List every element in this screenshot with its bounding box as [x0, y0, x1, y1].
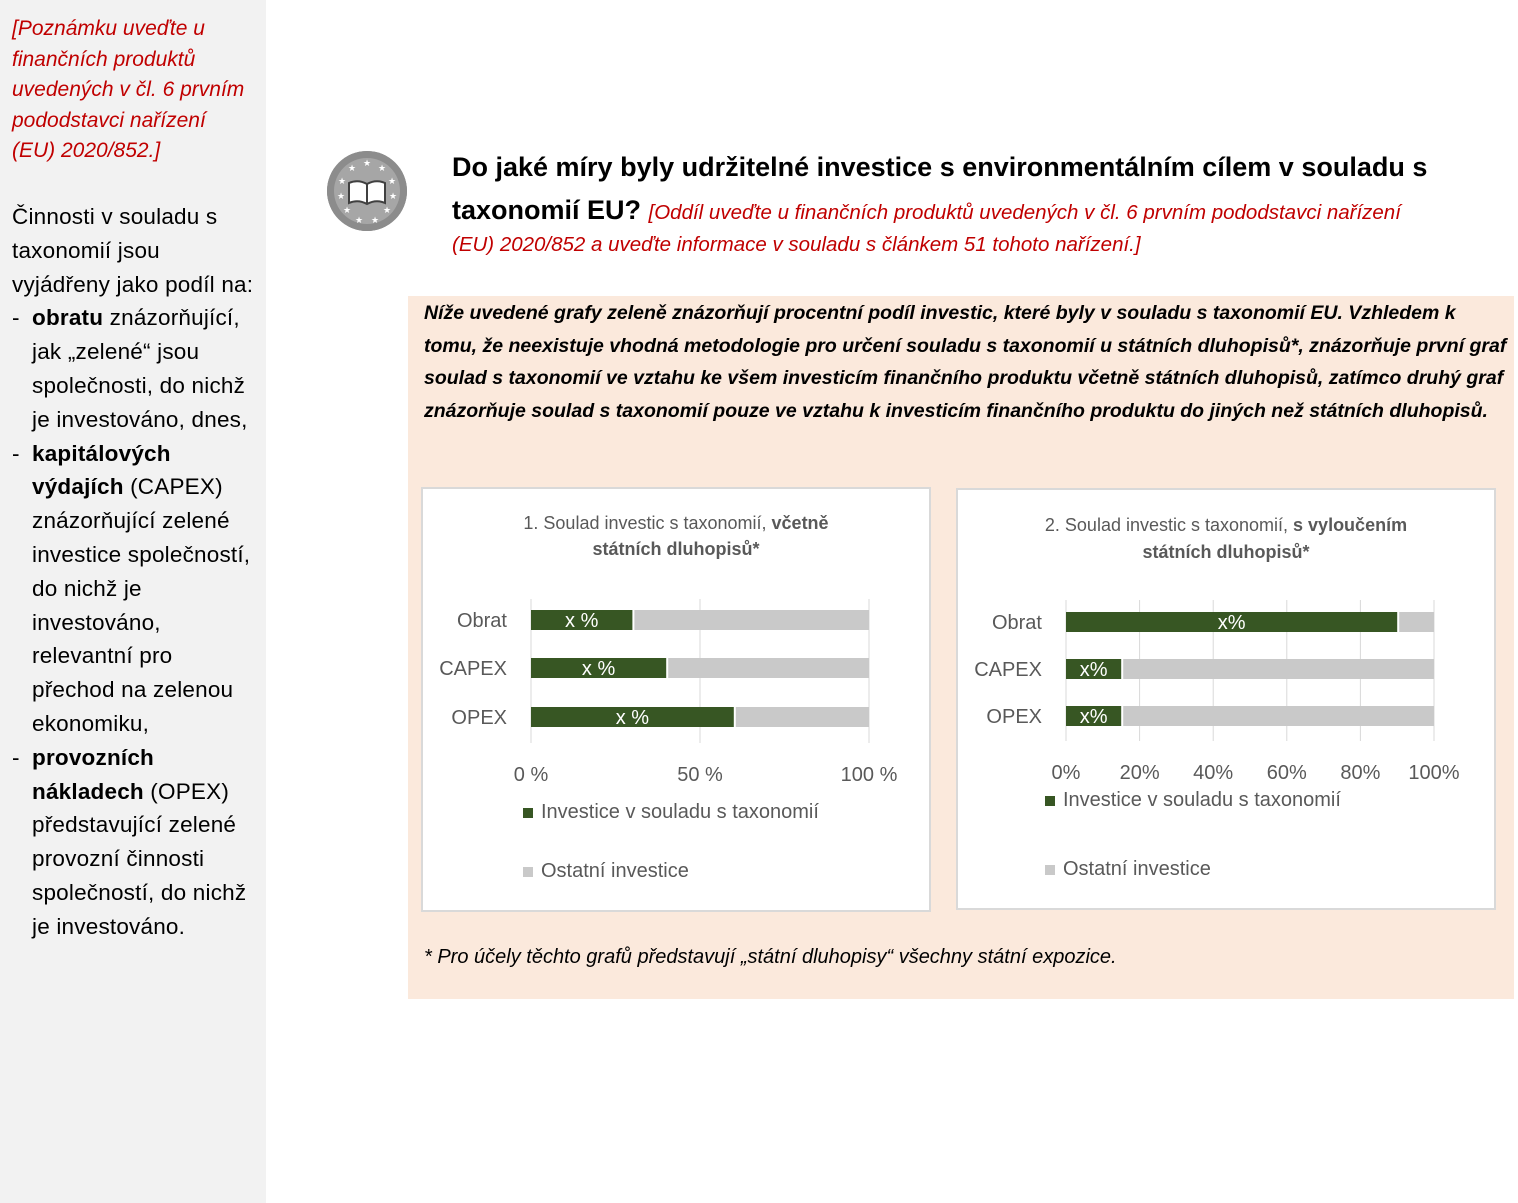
sidebar-item-capex: - kapitálových výdajích (CAPEX) znázorňující zelené investice společností, do nichž je investováno, relevantní pro přechod na zelenou ekonomiku,: [12, 440, 251, 736]
x-tick-label: 20%: [1119, 762, 1160, 784]
bar-data-label: x %: [615, 707, 650, 729]
sidebar-item-opex: - provozních nákladech (OPEX) představující zelené provozní činnosti společností, do nichž je investováno.: [12, 744, 247, 939]
x-tick-label: 0 %: [513, 764, 549, 786]
chart-title-plain: 1. Soulad investic s taxonomií,: [523, 513, 772, 533]
bar-other: [1399, 612, 1434, 632]
svg-text:★: ★: [337, 176, 347, 186]
sidebar-intro: Činnosti v souladu s taxonomií jsou vyjádřeny jako podíl na:: [12, 204, 254, 297]
bar-other: [668, 658, 869, 678]
bar-other: [1123, 706, 1434, 726]
bar-other: [634, 610, 869, 630]
legend-swatch: [523, 867, 533, 877]
chart-title-bold: s vyloučením: [1293, 515, 1408, 535]
category-label: Obrat: [991, 612, 1042, 634]
x-tick-label: 100 %: [840, 764, 898, 786]
svg-text:★: ★: [377, 163, 387, 173]
sidebar-item-turnover: - obratu znázorňující, jak „zelené“ jsou společnosti, do nichž je investováno, dnes,: [12, 305, 248, 432]
svg-text:★: ★: [387, 176, 397, 186]
sidebar-note: [Poznámku uveďte u finančních produktů uvedených v čl. 6 prvním pododstavci nařízení (EU) 2020/852.]: [12, 17, 245, 162]
chart-title-line-2: státních dluhopisů*: [1142, 542, 1310, 562]
category-label: OPEX: [986, 706, 1042, 728]
bar-data-label: x%: [1217, 612, 1246, 634]
heading-title: Do jaké míry byly udržitelné investice s environmentálním cílem v souladu s taxonomií EU?: [452, 152, 1428, 225]
chart-title-bold: včetně: [771, 513, 829, 533]
heading-note-continued: (EU) 2020/852 a uveďte informace v souladu s článkem 51 tohoto nařízení.]: [452, 233, 1141, 256]
sidebar: [0, 0, 266, 1203]
chart-title: [523, 513, 828, 533]
legend-swatch: [1045, 796, 1055, 806]
chart-title: [1045, 515, 1407, 535]
x-tick-label: 100%: [1408, 762, 1460, 784]
panel-intro: Níže uvedené grafy zeleně znázorňují procentní podíl investic, které byly v souladu s taxonomií EU. Vzhledem k tomu, že neexistuje vhodná metodologie pro určení souladu s taxonomií u státních dluhopisů*, znázorňuje první graf soulad s taxonomií ve vztahu ke všem investicím finančního produktu včetně státních dluhopisů, zatímco druhý graf znázorňuje soulad s taxonomií pouze ve vztahu k investicím finančního produktu do jiných než státních dluhopisů.: [424, 302, 1507, 422]
x-tick-label: 0%: [1051, 762, 1081, 784]
bar-data-label: x%: [1079, 659, 1108, 681]
category-label: OPEX: [451, 707, 507, 729]
heading-note: [Oddíl uveďte u finančních produktů uvedených v čl. 6 prvním pododstavci nařízení: [648, 201, 1401, 224]
panel-footnote: * Pro účely těchto grafů představují „státní dluhopisy“ všechny státní expozice.: [424, 946, 1117, 968]
svg-text:★: ★: [342, 205, 352, 215]
x-tick-label: 40%: [1193, 762, 1234, 784]
legend-label: Ostatní investice: [1063, 858, 1211, 880]
chart-1: [423, 489, 929, 910]
category-label: CAPEX: [974, 659, 1042, 681]
chart-1-box: [421, 487, 931, 912]
bar-data-label: x %: [581, 658, 616, 680]
svg-text:★: ★: [336, 191, 346, 201]
chart-title-line-2: státních dluhopisů*: [592, 539, 760, 559]
x-tick-label: 60%: [1266, 762, 1307, 784]
x-tick-label: 50 %: [677, 764, 723, 786]
legend-label: Ostatní investice: [541, 860, 689, 882]
category-label: CAPEX: [439, 658, 507, 680]
category-label: Obrat: [456, 610, 507, 632]
legend-label: Investice v souladu s taxonomií: [541, 801, 819, 823]
bar-other: [736, 707, 869, 727]
chart-title-plain: 2. Soulad investic s taxonomií,: [1044, 515, 1294, 535]
x-tick-label: 80%: [1340, 762, 1381, 784]
svg-text:★: ★: [362, 158, 372, 168]
svg-text:★: ★: [347, 163, 357, 173]
bar-data-label: x%: [1079, 706, 1108, 728]
svg-text:★: ★: [388, 191, 398, 201]
chart-2: [958, 490, 1494, 908]
legend-swatch: [523, 808, 533, 818]
bar-data-label: x %: [565, 610, 599, 632]
bar-other: [1123, 659, 1434, 679]
section-heading: [452, 146, 1517, 234]
svg-text:★: ★: [370, 215, 380, 225]
svg-text:★: ★: [354, 215, 364, 225]
legend-swatch: [1045, 865, 1055, 875]
sidebar-definition: [12, 200, 257, 944]
chart-2-box: [956, 488, 1496, 910]
svg-text:★: ★: [382, 205, 392, 215]
legend-label: Investice v souladu s taxonomií: [1063, 789, 1341, 811]
eu-book-icon: [327, 151, 407, 231]
